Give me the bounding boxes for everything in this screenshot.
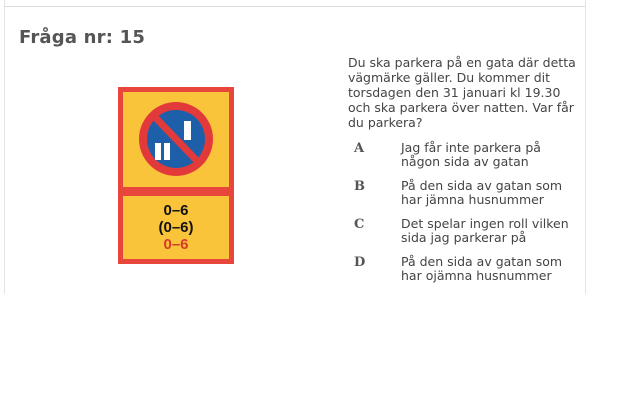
option-text: Jag får inte parkera på någon sida av gatan (401, 140, 541, 169)
no-parking-alternating-sides-sign-icon (118, 87, 234, 264)
answer-option-b[interactable] (348, 179, 584, 217)
top-divider (5, 6, 585, 7)
option-letter: B (354, 179, 365, 194)
option-text: På den sida av gatan som har jämna husnummer (401, 178, 563, 207)
sign-line-holiday: 0–6 (163, 236, 189, 253)
answer-option-d[interactable] (348, 255, 584, 293)
sign-line-saturday: (0–6) (158, 219, 194, 236)
sign-line-weekday: 0–6 (163, 202, 189, 219)
answer-option-c[interactable] (348, 217, 584, 255)
question-text: Du ska parkera på en gata där detta vägmärke gäller. Du kommer dit torsdagen den 31 januari kl 19.30 och ska parkera över natten. Var får du parkera? (348, 55, 576, 130)
option-text: På den sida av gatan som har ojämna husnummer (401, 254, 563, 283)
answer-option-a[interactable] (348, 141, 584, 179)
answer-options (348, 141, 584, 293)
question-title: Fråga nr: 15 (19, 27, 146, 48)
option-letter: C (354, 217, 365, 232)
option-letter: A (354, 141, 365, 156)
question-card (4, 0, 586, 294)
option-letter: D (354, 255, 366, 270)
option-text: Det spelar ingen roll vilken sida jag parkerar på (401, 216, 569, 245)
